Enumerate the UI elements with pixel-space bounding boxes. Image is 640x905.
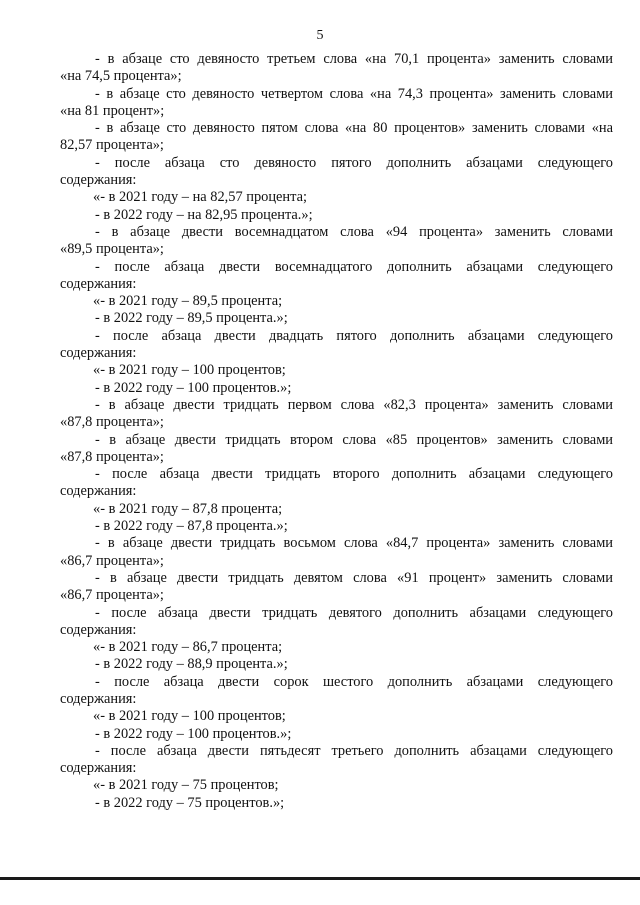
text-line: - после абзаца двести сорок шестого дополнить абзацами следующего: [95, 673, 613, 690]
document-body: [60, 51, 613, 812]
text-line: «на 74,5 процента»;: [60, 68, 182, 85]
text-line: - в 2022 году – 100 процентов.»;: [95, 725, 292, 742]
text-line: содержания:: [60, 275, 137, 292]
text-line: - в абзаце двести тридцать девятом слова «91 процент» заменить словами: [95, 569, 613, 586]
text-line: «- в 2021 году – 75 процентов;: [93, 777, 279, 794]
text-line: «- в 2021 году – 89,5 процента;: [93, 293, 283, 310]
text-line: - после абзаца двести двадцать пятого дополнить абзацами следующего: [95, 327, 613, 344]
text-line: «- в 2021 году – 100 процентов;: [93, 362, 286, 379]
text-line: - после абзаца двести пятьдесят третьего дополнить абзацами следующего: [95, 742, 613, 759]
text-line: - в абзаце сто девяносто третьем слова «на 70,1 процента» заменить словами: [95, 51, 613, 67]
text-line: - после абзаца двести тридцать второго дополнить абзацами следующего: [95, 466, 613, 483]
text-line: - после абзаца двести тридцать девятого дополнить абзацами следующего: [95, 604, 613, 621]
text-line: - после абзаца двести восемнадцатого дополнить абзацами следующего: [95, 258, 613, 275]
bottom-rule: [0, 877, 640, 880]
text-line: содержания:: [60, 172, 137, 189]
text-line: содержания:: [60, 345, 137, 362]
text-line: - в 2022 году – 89,5 процента.»;: [95, 310, 288, 327]
text-line: «- в 2021 году – 100 процентов;: [93, 708, 286, 725]
text-line: содержания:: [60, 621, 137, 638]
text-line: «87,8 процента»;: [60, 414, 164, 431]
text-line: - в абзаце сто девяносто четвертом слова «на 74,3 процента» заменить словами: [95, 85, 613, 102]
text-line: содержания:: [60, 760, 137, 777]
text-line: «- в 2021 году – 87,8 процента;: [93, 500, 283, 517]
text-line: содержания:: [60, 483, 137, 500]
text-line: - в 2022 году – 100 процентов.»;: [95, 379, 292, 396]
text-line: «- в 2021 году – 86,7 процента;: [93, 639, 283, 656]
text-line: - в абзаце двести тридцать втором слова «85 процентов» заменить словами: [95, 431, 613, 448]
text-line: - после абзаца сто девяносто пятого дополнить абзацами следующего: [95, 154, 613, 171]
text-line: - в абзаце двести тридцать первом слова «82,3 процента» заменить словами: [95, 396, 613, 413]
text-line: - в абзаце двести тридцать восьмом слова «84,7 процента» заменить словами: [95, 535, 613, 552]
text-line: «87,8 процента»;: [60, 448, 164, 465]
text-line: - в 2022 году – 88,9 процента.»;: [95, 656, 288, 673]
text-line: - в 2022 году – 75 процентов.»;: [95, 794, 285, 811]
text-line: - в абзаце сто девяносто пятом слова «на 80 процентов» заменить словами «на: [95, 120, 613, 137]
text-line: «- в 2021 году – на 82,57 процента;: [93, 189, 307, 206]
text-line: «86,7 процента»;: [60, 587, 164, 604]
page-number: 5: [316, 28, 324, 43]
text-line: - в 2022 году – на 82,95 процента.»;: [95, 206, 313, 223]
text-line: «на 81 процент»;: [60, 102, 165, 119]
text-line: - в абзаце двести восемнадцатом слова «94 процента» заменить словами: [95, 223, 613, 240]
text-line: 82,57 процента»;: [60, 137, 164, 154]
text-line: «89,5 процента»;: [60, 241, 164, 258]
text-line: «86,7 процента»;: [60, 552, 164, 569]
text-line: - в 2022 году – 87,8 процента.»;: [95, 518, 288, 535]
text-line: содержания:: [60, 690, 137, 707]
